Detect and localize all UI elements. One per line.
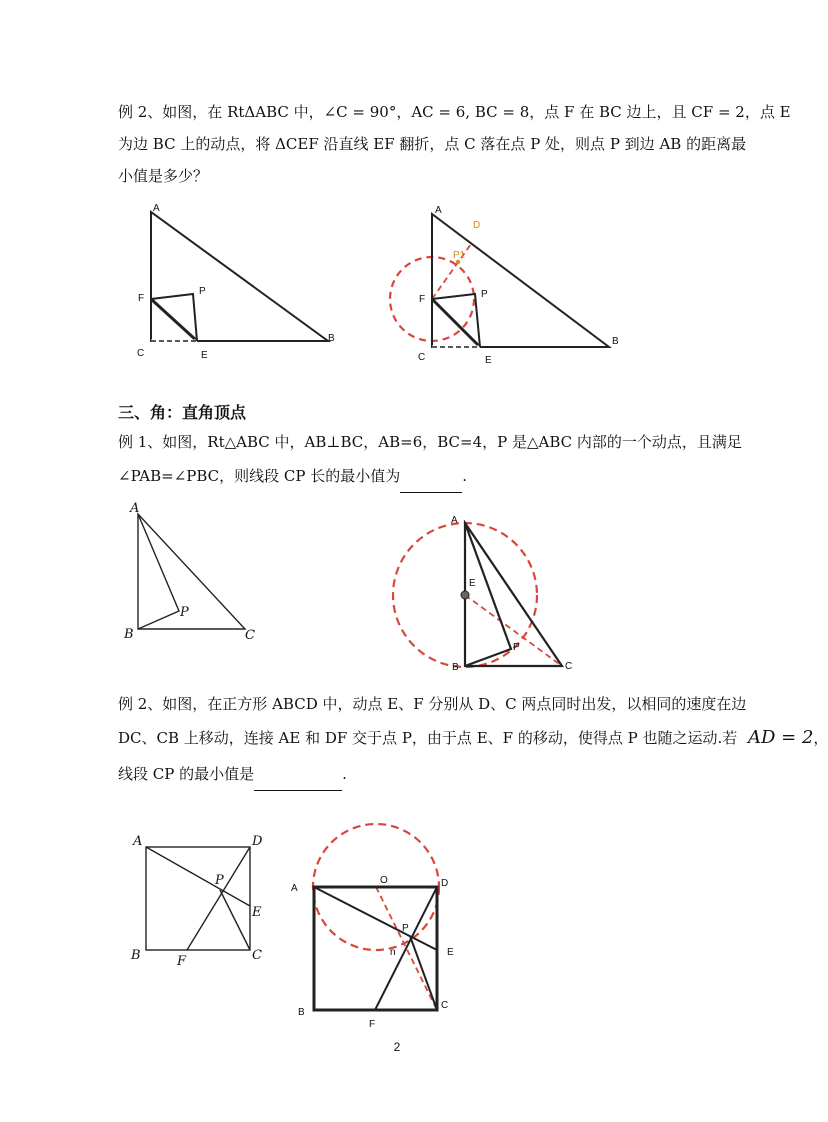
figure-1-left — [125, 200, 345, 360]
segment-ae — [314, 887, 437, 950]
ex2-bottom-line3 — [118, 758, 347, 791]
label-P: P — [180, 605, 189, 620]
ex1-line1: 例 1、如图，Rt△ABC 中，AB⊥BC，AB=6，BC=4，P 是△ABC 内部的一个动点，且满足 — [118, 433, 742, 451]
label-E: E — [447, 947, 454, 958]
label-F: F — [177, 954, 187, 969]
label-B: B — [131, 948, 141, 963]
segment-fe — [432, 299, 480, 347]
label-P1: P1 — [453, 250, 466, 261]
ex2-top-line1: 例 2、如图，在 RtΔABC 中，∠C = 90°，AC = 6, BC = 8，点 F 在 BC 边上，且 CF = 2，点 E — [118, 103, 791, 121]
figure-1-right — [385, 200, 625, 368]
label-A: A — [451, 515, 458, 526]
label-P: P — [402, 923, 409, 934]
label-A: A — [153, 203, 160, 214]
square-abcd — [146, 847, 250, 950]
segment-fe — [151, 299, 197, 341]
ex2-bottom-line2 — [118, 722, 828, 754]
ex1-line2 — [118, 460, 467, 493]
label-F: F — [138, 293, 145, 304]
segments-ap-pb — [138, 514, 179, 629]
label-C: C — [441, 1000, 449, 1011]
center-e — [461, 591, 469, 599]
figure-2-right — [385, 506, 585, 676]
label-E: E — [485, 355, 492, 366]
label-C: C — [252, 948, 262, 963]
figure-3-left — [125, 828, 275, 968]
label-C: C — [137, 348, 145, 359]
square-abcd — [314, 887, 437, 1010]
segment-ec-dashed — [465, 595, 562, 666]
ex2-bottom-line3-text: 线段 CP 的最小值是 — [118, 765, 255, 783]
ex2-top-line3: 小值是多少？ — [118, 167, 209, 185]
label-O: O — [380, 875, 388, 886]
label-B: B — [328, 333, 335, 344]
triangle-abc — [138, 514, 245, 629]
label-F: F — [419, 294, 426, 305]
label-C: C — [418, 352, 426, 363]
label-P: P — [481, 289, 488, 300]
ex1-line2-text: ∠PAB=∠PBC，则线段 CP 长的最小值为 — [118, 467, 401, 485]
label-P: P — [513, 642, 520, 653]
segment-pc — [220, 890, 250, 950]
section-3-title: 三、角：直角顶点 — [118, 403, 247, 422]
segment-ae — [146, 847, 250, 906]
ex2-bottom-line1: 例 2、如图，在正方形 ABCD 中，动点 E、F 分别从 D、C 两点同时出发，以相同的速度在边 — [118, 695, 747, 713]
answer-blank — [400, 460, 462, 493]
label-F: F — [369, 1019, 376, 1030]
label-B: B — [298, 1007, 305, 1018]
label-A: A — [133, 834, 143, 849]
ex2-bottom-line2-text: DC、CB 上移动，连接 AE 和 DF 交于点 P，由于点 E、F 的移动，使得点 P 也随之运动.若 — [118, 729, 738, 747]
label-C: C — [565, 661, 573, 672]
ex2-bottom-end: . — [342, 765, 347, 783]
ex2-bottom-line2-end: ， — [813, 729, 828, 747]
figure-2-left — [118, 496, 278, 646]
label-D: D — [473, 220, 481, 231]
label-E: E — [469, 578, 476, 589]
label-E: E — [201, 350, 208, 361]
label-E: E — [252, 905, 262, 920]
segments-ap-pb — [465, 523, 511, 666]
label-P: P — [215, 873, 224, 888]
label-A: A — [291, 883, 298, 894]
label-A: A — [130, 501, 140, 516]
label-B: B — [452, 662, 459, 673]
label-A: A — [435, 205, 442, 216]
ex2-top-line2: 为边 BC 上的动点，将 ΔCEF 沿直线 EF 翻折，点 C 落在点 P 处，则点 P 到边 AB 的距离最 — [118, 135, 747, 153]
label-C: C — [245, 628, 255, 643]
segment-df — [187, 847, 250, 950]
label-D: D — [252, 834, 263, 849]
equation-ad: AD = 2 — [748, 727, 814, 748]
label-B: B — [612, 336, 619, 347]
ex1-end: . — [462, 467, 468, 485]
label-n: n — [390, 947, 396, 958]
label-P: P — [199, 286, 206, 297]
page-number: 2 — [393, 1040, 401, 1054]
label-D: D — [441, 878, 449, 889]
answer-blank — [254, 758, 342, 791]
figure-3-right — [285, 818, 475, 1033]
label-B: B — [124, 627, 134, 642]
